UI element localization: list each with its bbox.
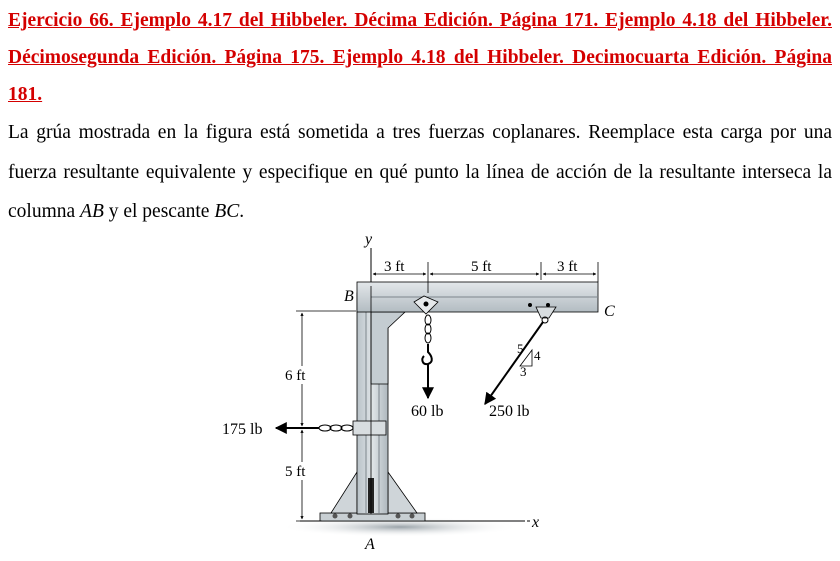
force-60-label: 60 lb bbox=[411, 403, 444, 420]
slope-5: 5 bbox=[517, 341, 524, 356]
dim-left-upper: 6 ft bbox=[285, 368, 306, 384]
statement-part-1: La grúa mostrada en la figura está sometida a tres fuerzas coplanares. Reemplace esta carga por una fuerza resultante equivalente y especifique en qué punto la línea de acción de la resultante interseca la columna bbox=[8, 122, 832, 222]
statement-part-3: . bbox=[239, 201, 245, 222]
slope-3: 3 bbox=[520, 364, 527, 379]
column-label: AB bbox=[80, 201, 104, 222]
horizontal-chain bbox=[319, 425, 353, 431]
dim-top-3: 3 ft bbox=[557, 259, 578, 275]
dim-left-lower: 5 ft bbox=[285, 464, 306, 480]
point-b-label: B bbox=[344, 288, 354, 305]
right-gusset bbox=[388, 472, 417, 513]
x-axis-label: x bbox=[532, 514, 540, 531]
force-250-label: 250 lb bbox=[489, 403, 530, 420]
statement-part-2: y el pescante bbox=[103, 201, 215, 222]
point-c-label: C bbox=[604, 303, 615, 320]
dim-top-2: 5 ft bbox=[471, 259, 492, 275]
chain-collar bbox=[353, 421, 386, 435]
point-a-label: A bbox=[365, 536, 375, 553]
y-axis-label: y bbox=[365, 231, 373, 248]
slope-4: 4 bbox=[534, 348, 541, 363]
knee-plate bbox=[371, 312, 405, 384]
dim-top-1: 3 ft bbox=[384, 259, 405, 275]
heading-text: Ejercicio 66. Ejemplo 4.17 del Hibbeler. Décima Edición. Página 171. Ejemplo 4.18 del Hibbeler. Décimosegunda Edición. Página 175. Ejemplo 4.18 del Hibbeler. Decimocuarta Edición. Página 181. bbox=[8, 10, 832, 105]
force-175-label: 175 lb bbox=[222, 421, 263, 438]
boom-label: BC bbox=[214, 201, 240, 222]
force-250-arrow bbox=[485, 322, 543, 404]
left-gusset bbox=[331, 472, 357, 513]
